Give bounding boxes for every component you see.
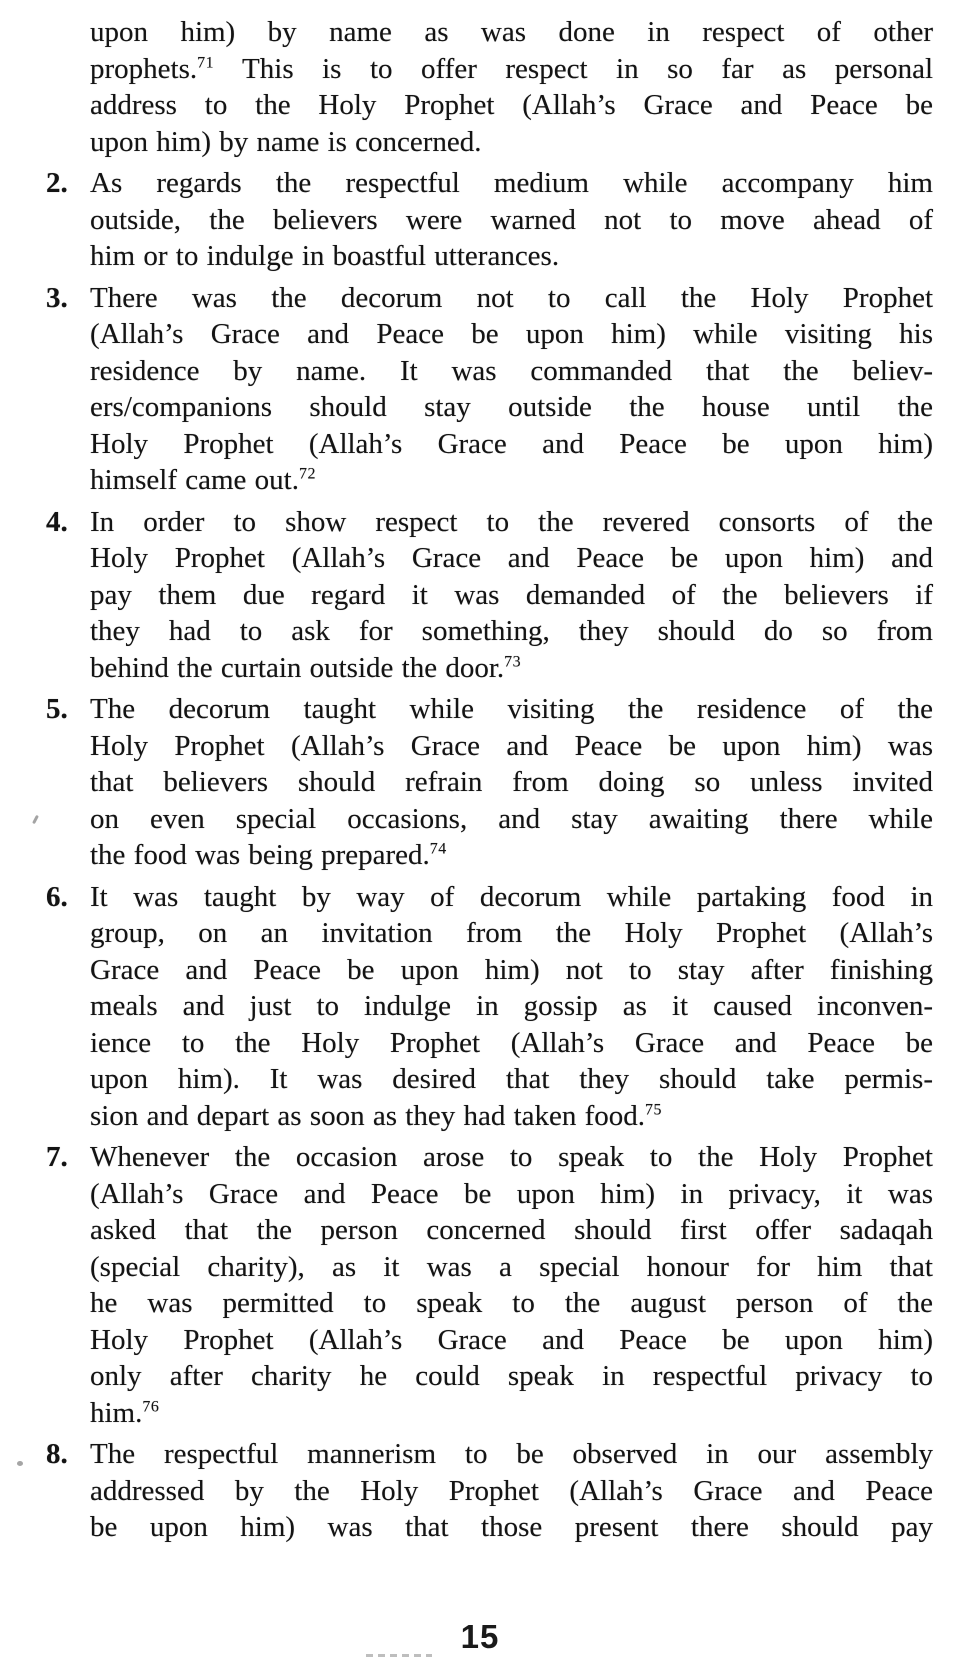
footnote-ref: 74 [429, 840, 447, 858]
text-line: meals and just to indulge in gossip as it caused inconven- [90, 990, 933, 1022]
text-line: himself came out.$^{72}$ [90, 464, 316, 496]
text-line: upon him) by name as was done in respect of other [90, 16, 933, 48]
text-line: sion and depart as soon as they had taken food.$^{75}$ [90, 1099, 662, 1132]
list-item-8 [46, 1436, 933, 1546]
text-line: him or to indulge in boastful utterances. [90, 240, 560, 272]
list-item-4 [46, 504, 933, 687]
text-line: Grace and Peace be upon him) not to stay after finishing [90, 953, 933, 986]
text-line: outside, the believers were warned not to move ahead of [90, 203, 933, 236]
text-line: Holy Prophet (Allah’s Grace and Peace be upon him) [90, 1323, 933, 1356]
item-marker: 8. [46, 1438, 68, 1470]
text-line: they had to ask for something, they should do so from [90, 615, 933, 647]
footnote-ref: 76 [142, 1397, 160, 1415]
list-item-6 [46, 879, 933, 1135]
text-line: Holy Prophet (Allah’s Grace and Peace be upon him) [90, 427, 933, 460]
footnote-ref: 73 [504, 652, 522, 670]
footnote-ref: 75 [645, 1100, 662, 1118]
text-line: address to the Holy Prophet (Allah’s Grace and Peace be [90, 89, 933, 121]
text-line: In order to show respect to the revered consorts of the [90, 505, 933, 538]
text-line: Whenever the occasion arose to speak to the Holy Prophet [90, 1141, 933, 1173]
page-footer [0, 1620, 960, 1653]
text-line: ience to the Holy Prophet (Allah’s Grace and Peace be [90, 1026, 933, 1059]
item-marker: 7. [46, 1141, 68, 1173]
text-line: The respectful mannerism to be observed in our assembly [90, 1438, 933, 1470]
scan-artifact-dot [17, 1461, 23, 1466]
text-line: upon him). It was desired that they should take permis- [90, 1063, 933, 1095]
footnote-ref: 71 [197, 53, 215, 71]
list-item-5 [46, 691, 933, 874]
item-marker: 5. [46, 693, 68, 725]
text-line: addressed by the Holy Prophet (Allah’s Grace and Peace [90, 1474, 933, 1507]
list-item-7 [46, 1139, 933, 1431]
text-line: (Allah’s Grace and Peace be upon him) in privacy, it was [90, 1177, 933, 1210]
text-line: be upon him) was that those present there should pay [90, 1511, 933, 1543]
text-line: group, on an invitation from the Holy Prophet (Allah’s [90, 917, 933, 949]
item-marker: 4. [46, 505, 68, 538]
text-line: behind the curtain outside the door.$^{73}$ [90, 651, 522, 684]
item-marker: 6. [46, 880, 68, 913]
text-line: The decorum taught while visiting the residence of the [90, 693, 933, 725]
text-line: Holy Prophet (Allah’s Grace and Peace be upon him) was [90, 729, 933, 762]
text-line: pay them due regard it was demanded of the believers if [90, 578, 933, 611]
text-line: him.$^{76}$ [90, 1396, 160, 1429]
text-line: It was taught by way of decorum while partaking food in [90, 880, 933, 913]
scan-artifact-tick [32, 815, 39, 824]
footnote-ref: 72 [298, 465, 316, 483]
item-marker: 3. [46, 281, 68, 314]
text-line: As regards the respectful medium while accompany him [90, 167, 933, 199]
text-line: (Allah’s Grace and Peace be upon him) while visiting his [90, 318, 933, 350]
text-line: asked that the person concerned should first offer sadaqah [90, 1214, 933, 1246]
text-line: upon him) by name is concerned. [90, 125, 482, 158]
text-line: There was the decorum not to call the Holy Prophet [90, 281, 933, 314]
text-line: on even special occasions, and stay awaiting there while [90, 802, 933, 835]
text-line: residence by name. It was commanded that the believ- [90, 354, 933, 387]
list-item-2 [46, 165, 933, 275]
page-number: 15 [460, 1618, 500, 1655]
text-line: only after charity he could speak in respectful privacy to [90, 1360, 933, 1392]
text-line: the food was being prepared.$^{74}$ [90, 839, 447, 871]
text-line: (special charity), as it was a special honour for him that [90, 1250, 933, 1283]
text-line: he was permitted to speak to the august person of the [90, 1287, 933, 1319]
item-marker: 2. [46, 167, 68, 199]
text-line: Holy Prophet (Allah’s Grace and Peace be upon him) and [90, 542, 933, 574]
body-text-column [46, 14, 933, 1551]
text-line: ers/companions should stay outside the house until the [90, 391, 933, 423]
scan-artifact-dashes [366, 1654, 432, 1657]
text-line: prophets.$^{71}$ This is to offer respect in so far as personal [90, 52, 933, 85]
list-item-3 [46, 280, 933, 499]
text-line: that believers should refrain from doing so unless invited [90, 766, 933, 798]
continued-paragraph [90, 14, 933, 160]
